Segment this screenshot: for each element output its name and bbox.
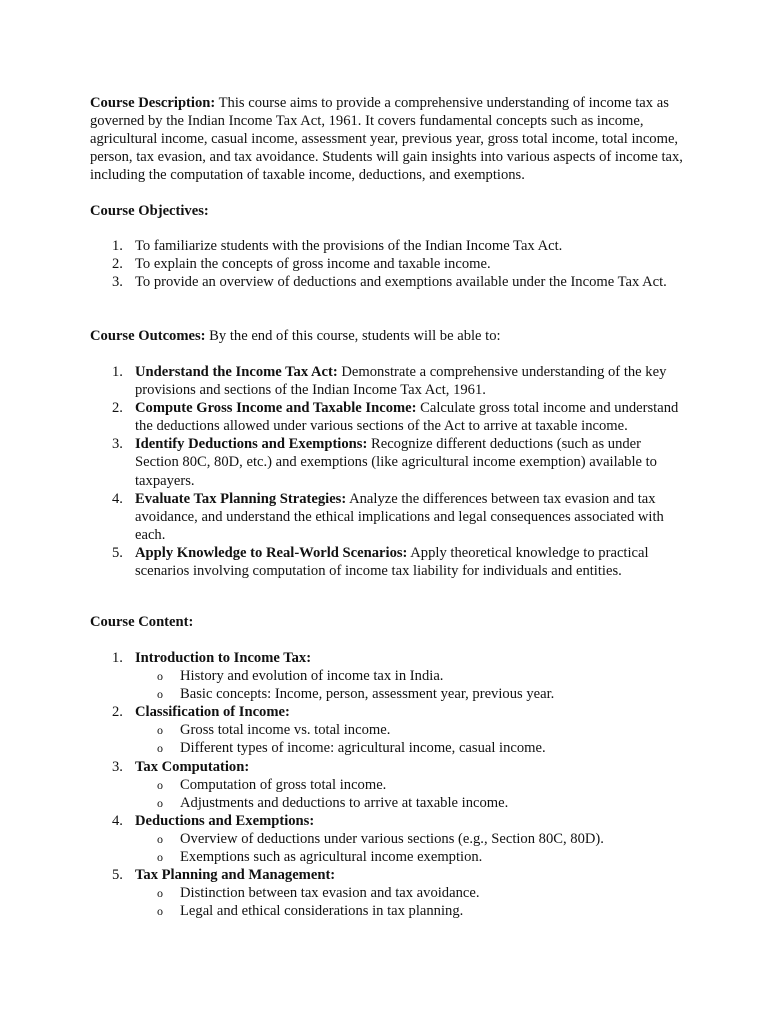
objective-item: 2. To explain the concepts of gross income and taxable income. [112,256,491,273]
subtopic-item: o Gross total income vs. total income. [157,722,391,739]
outcome-item: 5. Apply Knowledge to Real-World Scenarios: Apply theoretical knowledge to practical scenarios involving computation of income tax liability for individuals and entities. [112,544,649,580]
subtopic-item: o History and evolution of income tax in India. [157,668,444,685]
subtopic-item: o Adjustments and deductions to arrive at taxable income. [157,794,509,811]
content-subtopics [90,721,685,757]
content-subtopics [90,830,685,866]
content-section: 2. Classification of Income: o Gross total income vs. total income. o Different types of income: agricultural income, casual income. [90,703,685,757]
bullet-icon: o [157,741,163,756]
content-section: 1. Introduction to Income Tax: o History and evolution of income tax in India. o Basic concepts: Income, person, assessment year, previous year. [90,649,685,703]
outcome-item: 3. Identify Deductions and Exemptions: Recognize different deductions (such as under Section 80C, 80D, etc.) and exemptions (like agricultural income exemption) available to taxpayers. [112,436,657,489]
content-section: 4. Deductions and Exemptions: o Overview of deductions under various sections (e.g., Section 80C, 80D). o Exemptions such as agricultural income exemption. [90,812,685,866]
subtopic-item: o Basic concepts: Income, person, assessment year, previous year. [157,686,555,703]
objective-item: 1. To familiarize students with the provisions of the Indian Income Tax Act. [112,238,563,254]
course-description-label: Course Description: [90,95,216,111]
bullet-icon: o [157,795,163,810]
outcomes-list [90,363,685,580]
bullet-icon: o [157,687,163,702]
bullet-icon: o [157,850,163,865]
bullet-icon: o [157,723,163,738]
course-objectives-heading: Course Objectives: [90,203,209,219]
objectives-list [90,237,685,291]
objective-item: 3. To provide an overview of deductions and exemptions available under the Income Tax Act. [112,274,667,291]
course-outcomes-intro: Course Outcomes: By the end of this course, students will be able to: [90,328,501,344]
bullet-icon: o [157,886,163,901]
bullet-icon: o [157,777,163,792]
course-outcomes-label: Course Outcomes: [90,328,206,344]
course-description [90,94,685,184]
outcome-item: 1. Understand the Income Tax Act: Demonstrate a comprehensive understanding of the key provisions and sections of the Indian Income Tax Act, 1961. [112,364,667,399]
content-list [90,649,685,920]
subtopic-item: o Distinction between tax evasion and tax avoidance. [157,885,480,902]
subtopic-item: o Legal and ethical considerations in tax planning. [157,903,464,920]
subtopic-item: o Exemptions such as agricultural income exemption. [157,849,483,866]
bullet-icon: o [157,831,163,846]
content-section: 5. Tax Planning and Management: o Distinction between tax evasion and tax avoidance. o Legal and ethical considerations in tax planning. [90,866,685,920]
content-subtopics [90,884,685,920]
subtopic-item: o Overview of deductions under various sections (e.g., Section 80C, 80D). [157,830,604,847]
bullet-icon: o [157,904,163,919]
subtopic-item: o Different types of income: agricultural income, casual income. [157,740,546,757]
content-subtopics [90,776,685,812]
outcome-item: 4. Evaluate Tax Planning Strategies: Analyze the differences between tax evasion and tax avoidance, and understand the ethical implications and legal consequences associated with each. [112,490,664,543]
outcome-item: 2. Compute Gross Income and Taxable Income: Calculate gross total income and understand the deductions allowed under various sections of the Act to arrive at taxable income. [112,400,679,435]
course-content-heading: Course Content: [90,614,194,630]
subtopic-item: o Computation of gross total income. [157,776,387,793]
content-subtopics [90,667,685,703]
content-section: 3. Tax Computation: o Computation of gross total income. o Adjustments and deductions to arrive at taxable income. [90,758,685,812]
course-description-text: This course aims to provide a comprehensive understanding of income tax as governed by the Indian Income Tax Act, 1961. It covers fundamental concepts such as income, agricultural income, casual income, assessment year, previous year, gross total income, total income, person, tax evasion, and tax avoidance. Students will gain insights into various aspects of income tax, including the computation of taxable income, deductions, and exemptions. [90,95,683,184]
bullet-icon: o [157,669,163,684]
